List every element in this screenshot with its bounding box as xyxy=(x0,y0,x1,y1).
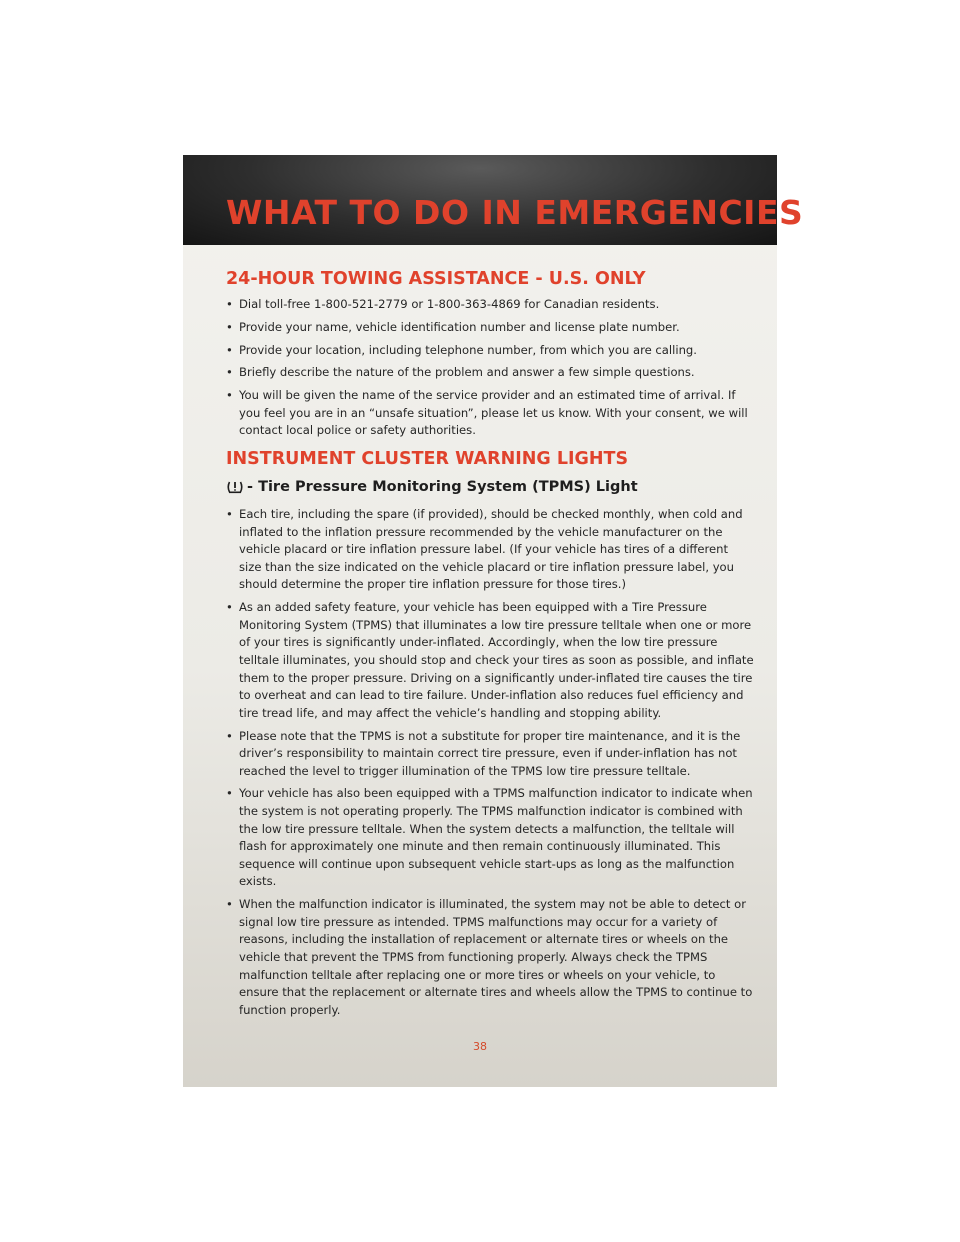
towing-heading: 24-HOUR TOWING ASSISTANCE - U.S. ONLY xyxy=(226,269,646,289)
list-item: • When the malfunction indicator is illuminated, the system may not be able to detect or signal low tire pressure as intended. TPMS malfunctions may occur for a variety of reasons, including the installation of replacement or alternate tires or wheels on the vehicle that prevent the TPMS from functioning properly. Always check the TPMS malfunction telltale after replacing one or more tires or wheels on your vehicle, to ensure that the replacement or alternate tires and wheels allow the TPMS to continue to function properly. xyxy=(226,896,754,1019)
page-title: WHAT TO DO IN EMERGENCIES xyxy=(226,193,804,232)
tire-pressure-warning-icon xyxy=(226,480,244,494)
tpms-subheading-text: - Tire Pressure Monitoring System (TPMS) Light xyxy=(247,479,638,495)
page-number: 38 xyxy=(473,1040,487,1053)
list-item: • Briefly describe the nature of the problem and answer a few simple questions. xyxy=(226,364,754,382)
list-item: • You will be given the name of the service provider and an estimated time of arrival. If you feel you are in an “unsafe situation”, please let us know. With your consent, we will contact local police or safety authorities. xyxy=(226,387,754,440)
manual-page xyxy=(183,155,804,1087)
towing-list xyxy=(226,296,754,445)
list-item: • Your vehicle has also been equipped with a TPMS malfunction indicator to indicate when the system is not operating properly. The TPMS malfunction indicator is combined with the low tire pressure telltale. When the system detects a malfunction, the telltale will flash for approximately one minute and then remain continuously illuminated. This sequence will continue upon subsequent vehicle start-ups as long as the malfunction exists. xyxy=(226,785,754,891)
cluster-heading: INSTRUMENT CLUSTER WARNING LIGHTS xyxy=(226,449,629,469)
list-item: • Provide your location, including telephone number, from which you are calling. xyxy=(226,342,754,360)
list-item: • As an added safety feature, your vehicle has been equipped with a Tire Pressure Monitoring System (TPMS) that illuminates a low tire pressure telltale when one or more of your tires is significantly under-inflated. Accordingly, when the low tire pressure telltale illuminates, you should stop and check your tires as soon as possible, and inflate them to the proper pressure. Driving on a significantly under-inflated tire causes the tire to overheat and can lead to tire failure. Under-inflation also reduces fuel efficiency and tire tread life, and may affect the vehicle’s handling and stopping ability. xyxy=(226,599,754,722)
header-banner xyxy=(183,155,804,245)
list-item: • Dial toll-free 1-800-521-2779 or 1-800-363-4869 for Canadian residents. xyxy=(226,296,754,314)
list-item: • Provide your name, vehicle identification number and license plate number. xyxy=(226,319,754,337)
tpms-subheading xyxy=(226,479,638,495)
list-item: • Each tire, including the spare (if provided), should be checked monthly, when cold and inflated to the inflation pressure recommended by the vehicle manufacturer on the vehicle placard or tire inflation pressure label. (If your vehicle has tires of a different size than the size indicated on the vehicle placard or tire inflation pressure label, you should determine the proper tire inflation pressure for those tires.) xyxy=(226,506,754,594)
list-item: • Please note that the TPMS is not a substitute for proper tire maintenance, and it is the driver’s responsibility to maintain correct tire pressure, even if under-inflation has not reached the level to trigger illumination of the TPMS low tire pressure telltale. xyxy=(226,728,754,781)
tpms-list xyxy=(226,506,754,1025)
